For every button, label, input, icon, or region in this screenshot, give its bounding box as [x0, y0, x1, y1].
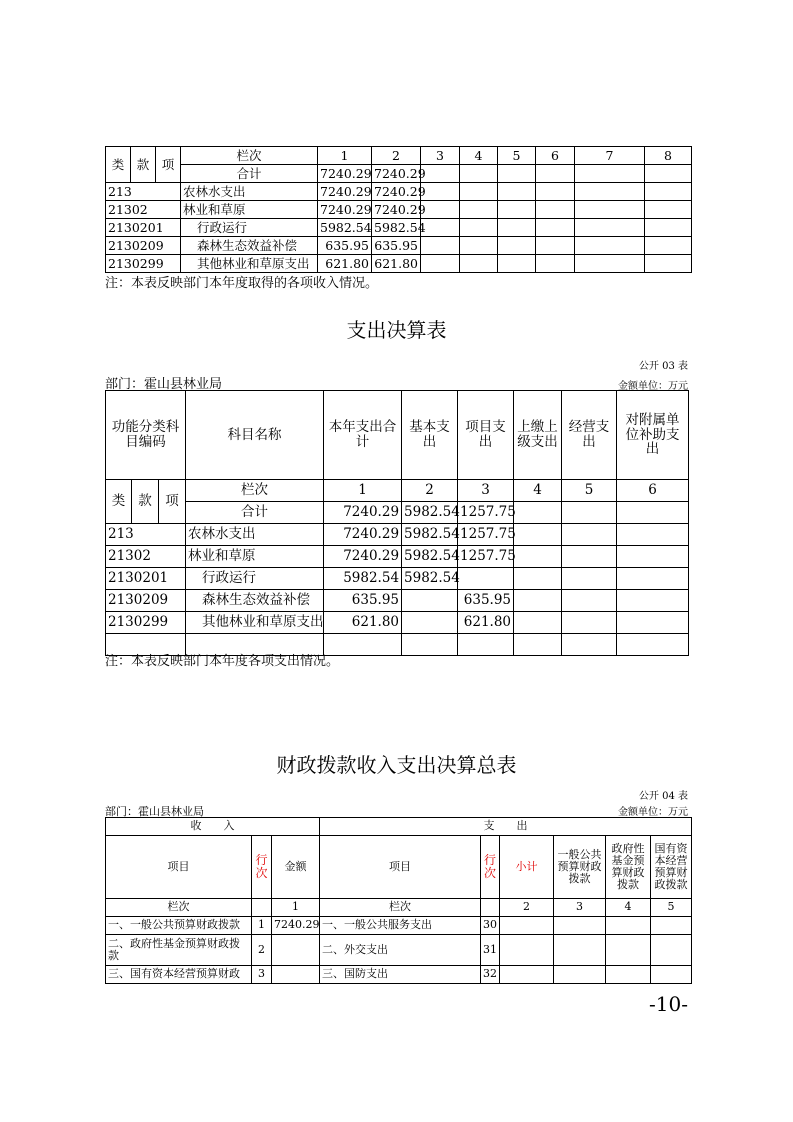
row-value: 5982.54 [324, 568, 402, 590]
header-subtotal: 小计 [500, 836, 554, 899]
header-kuan: 款 [131, 147, 156, 183]
col-num: 3 [421, 147, 460, 165]
col-num: 2 [402, 480, 458, 502]
col-num: 1 [318, 147, 372, 165]
header-exp-item: 项目 [320, 836, 481, 899]
row-exp-item: 二、外交支出 [320, 935, 481, 966]
header-kuan: 款 [132, 480, 159, 524]
row-value [458, 568, 514, 590]
total-value: 1257.75 [458, 502, 514, 524]
col-num: 1 [324, 480, 402, 502]
col-num: 2 [372, 147, 421, 165]
total-value: 7240.29 [318, 165, 372, 183]
table-row [106, 568, 689, 590]
row-code: 2130209 [106, 237, 181, 255]
row-item: 一、一般公共预算财政拨款 [106, 917, 252, 935]
row-exp-line: 30 [481, 917, 500, 935]
table-row [106, 219, 692, 237]
col-num: 3 [554, 899, 606, 917]
row-value: 7240.29 [318, 183, 372, 201]
row-value: 7240.29 [372, 183, 421, 201]
table-row [106, 590, 689, 612]
header-xiang: 项 [156, 147, 181, 183]
row-item: 三、国有资本经营预算财政 [106, 966, 252, 984]
row-exp-line: 31 [481, 935, 500, 966]
header-basic: 基本支出 [402, 391, 458, 480]
row-code: 2130201 [106, 568, 186, 590]
row-amount [272, 935, 320, 966]
row-name: 其他林业和草原支出 [181, 255, 318, 273]
col-num: 6 [536, 147, 575, 165]
col-num: 5 [498, 147, 536, 165]
row-name: 行政运行 [186, 568, 324, 590]
row-value: 1257.75 [458, 524, 514, 546]
row-value: 635.95 [372, 237, 421, 255]
col-num: 5 [651, 899, 692, 917]
col-num: 5 [562, 480, 617, 502]
fiscal-form-no: 公开 04 表 [638, 791, 688, 802]
row-code: 213 [106, 524, 186, 546]
row-value [402, 612, 458, 634]
row-code: 2130209 [106, 590, 186, 612]
table-row [106, 935, 692, 966]
header-business: 经营支出 [562, 391, 617, 480]
row-amount: 7240.29 [272, 917, 320, 935]
total-value: 7240.29 [372, 165, 421, 183]
header-amount: 金额 [272, 836, 320, 899]
row-value: 7240.29 [324, 524, 402, 546]
total-value: 5982.54 [402, 502, 458, 524]
lanci-label: 栏次 [106, 899, 252, 917]
total-label: 合计 [181, 165, 318, 183]
total-value: 7240.29 [324, 502, 402, 524]
income-note: 注：本表反映部门本年度取得的各项收入情况。 [105, 276, 379, 291]
table-row [106, 917, 692, 935]
col-num: 6 [617, 480, 689, 502]
row-value: 5982.54 [402, 524, 458, 546]
row-value: 635.95 [318, 237, 372, 255]
row-code: 2130299 [106, 255, 181, 273]
row-exp-line: 32 [481, 966, 500, 984]
row-line: 2 [252, 935, 272, 966]
row-code: 2130299 [106, 612, 186, 634]
col-num: 4 [514, 480, 562, 502]
row-name: 农林水支出 [186, 524, 324, 546]
fiscal-title: 财政拨款收入支出决算总表 [276, 753, 517, 777]
row-name: 林业和草原 [186, 546, 324, 568]
col-num: 8 [645, 147, 692, 165]
row-value: 621.80 [318, 255, 372, 273]
table-row [106, 546, 689, 568]
col-num: 3 [458, 480, 514, 502]
row-code: 2130201 [106, 219, 181, 237]
table-row [106, 524, 689, 546]
col-num: 1 [272, 899, 320, 917]
header-income: 收 入 [106, 818, 320, 836]
col-num: 4 [606, 899, 651, 917]
table-row [106, 612, 689, 634]
total-label: 合计 [186, 502, 324, 524]
header-upper: 上缴上级支出 [514, 391, 562, 480]
table-row [106, 237, 692, 255]
header-item: 项目 [106, 836, 252, 899]
row-value: 7240.29 [372, 201, 421, 219]
expense-title: 支出决算表 [346, 318, 447, 342]
row-code: 21302 [106, 201, 181, 219]
row-value: 1257.75 [458, 546, 514, 568]
table-row [106, 183, 692, 201]
row-value: 635.95 [458, 590, 514, 612]
row-value: 5982.54 [318, 219, 372, 237]
expense-table [105, 390, 689, 656]
header-lei: 类 [106, 480, 132, 524]
row-name: 森林生态效益补偿 [186, 590, 324, 612]
row-item: 二、政府性基金预算财政拨款 [106, 935, 252, 966]
header-subsidy: 对附属单位补助支出 [617, 391, 689, 480]
expense-unit: 金额单位：万元 [618, 381, 688, 392]
row-value: 5982.54 [402, 546, 458, 568]
row-name: 林业和草原 [181, 201, 318, 219]
col-num: 4 [460, 147, 498, 165]
income-table [105, 146, 692, 273]
row-amount [272, 966, 320, 984]
col-num: 7 [575, 147, 645, 165]
table-row [106, 255, 692, 273]
row-value: 7240.29 [318, 201, 372, 219]
lanci-label: 栏次 [320, 899, 481, 917]
row-code: 21302 [106, 546, 186, 568]
row-value: 621.80 [372, 255, 421, 273]
row-line: 3 [252, 966, 272, 984]
row-value: 5982.54 [402, 568, 458, 590]
row-name: 行政运行 [181, 219, 318, 237]
row-exp-item: 三、国防支出 [320, 966, 481, 984]
fiscal-dept: 部门：霍山县林业局 [105, 805, 204, 818]
header-fund: 政府性基金预算财政拨款 [606, 836, 651, 899]
header-lanci: 栏次 [186, 480, 324, 502]
expense-form-no: 公开 03 表 [638, 361, 688, 372]
header-exp-line: 行次 [481, 836, 500, 899]
table-row [106, 201, 692, 219]
fiscal-table [105, 817, 692, 984]
header-project: 项目支出 [458, 391, 514, 480]
row-name: 森林生态效益补偿 [181, 237, 318, 255]
expense-note: 注：本表反映部门本年度各项支出情况。 [105, 654, 340, 669]
header-line: 行次 [252, 836, 272, 899]
header-state: 国有资本经营预算财政拨款 [651, 836, 692, 899]
row-line: 1 [252, 917, 272, 935]
header-lei: 类 [106, 147, 131, 183]
row-value [402, 590, 458, 612]
header-general: 一般公共预算财政拨款 [554, 836, 606, 899]
row-exp-item: 一、一般公共服务支出 [320, 917, 481, 935]
row-code: 213 [106, 183, 181, 201]
col-num: 2 [500, 899, 554, 917]
row-value: 621.80 [324, 612, 402, 634]
header-expense: 支 出 [320, 818, 692, 836]
header-lanci: 栏次 [181, 147, 318, 165]
header-code: 功能分类科目编码 [106, 391, 186, 480]
row-value: 635.95 [324, 590, 402, 612]
header-total: 本年支出合计 [324, 391, 402, 480]
row-name: 其他林业和草原支出 [186, 612, 324, 634]
table-row [106, 966, 692, 984]
header-xiang: 项 [159, 480, 186, 524]
page-number: -10- [649, 992, 688, 1016]
row-value: 7240.29 [324, 546, 402, 568]
fiscal-unit: 金额单位：万元 [618, 807, 688, 818]
row-name: 农林水支出 [181, 183, 318, 201]
expense-dept: 部门：霍山县林业局 [105, 377, 223, 392]
row-value: 621.80 [458, 612, 514, 634]
header-name: 科目名称 [186, 391, 324, 480]
row-value: 5982.54 [372, 219, 421, 237]
